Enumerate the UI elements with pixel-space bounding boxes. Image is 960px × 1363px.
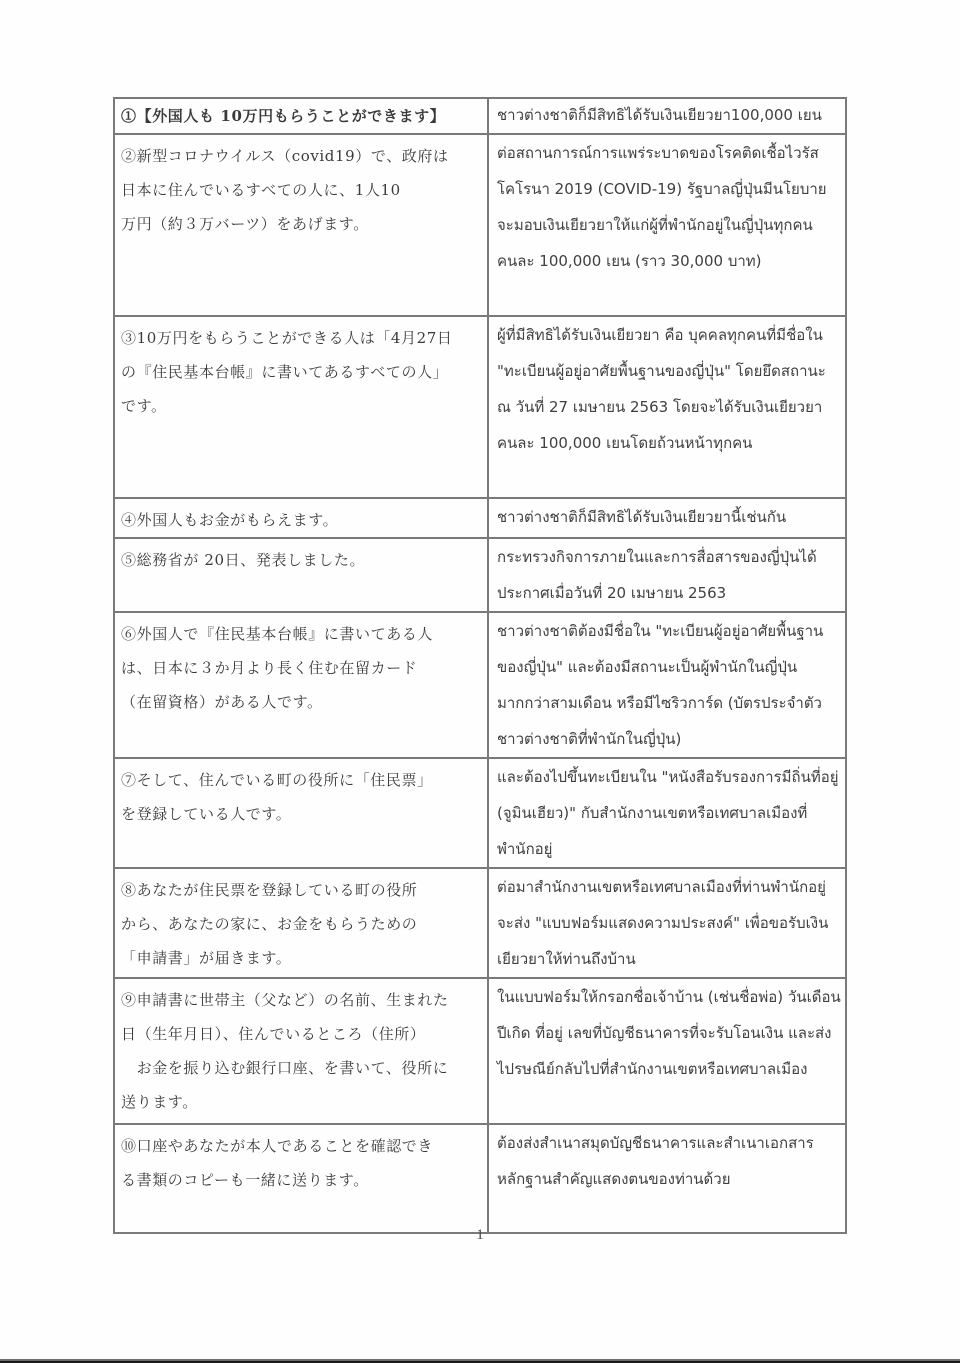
table-row xyxy=(114,98,846,134)
thai-cell: ชาวต่างชาติต้องมีชื่อใน "ทะเบียนผู้อยู่อาศัยพื้นฐานของญี่ปุ่น" และต้องมีสถานะเป็นผู้พำนักในญี่ปุ่นมากกว่าสามเดือน หรือมีไซริวการ์ด (บัตรประจำตัวชาวต่างชาติที่พำนักในญี่ปุ่น) xyxy=(488,612,846,758)
table-row xyxy=(114,978,846,1124)
japanese-line: ⑦そして、住んでいる町の役所に「住民票」 xyxy=(121,771,433,789)
japanese-line: お金を振り込む銀行口座、を書いて、役所に xyxy=(121,1059,449,1077)
thai-cell: และต้องไปขึ้นทะเบียนใน "หนังสือรับรองการมีถิ่นที่อยู่ (จูมินเฮียว)" กับสำนักงานเขตหรือเทศบาลเมืองที่พำนักอยู่ xyxy=(488,758,846,868)
japanese-line: 日本に住んでいるすべての人に、1人10 xyxy=(121,181,401,199)
japanese-line: ⑤総務省が 20日、発表しました。 xyxy=(121,551,366,569)
japanese-line: を登録している人です。 xyxy=(121,805,292,823)
thai-cell: ชาวต่างชาติก็มีสิทธิได้รับเงินเยียวยา100,000 เยน xyxy=(488,98,846,134)
thai-cell: ชาวต่างชาติก็มีสิทธิได้รับเงินเยียวยานี้เช่นกัน xyxy=(488,498,846,538)
japanese-cell xyxy=(114,98,488,134)
japanese-line: の『住民基本台帳』に書いてあるすべての人」 xyxy=(121,363,449,381)
japanese-line: ⑥外国人で『住民基本台帳』に書いてある人 xyxy=(121,625,434,643)
japanese-cell xyxy=(114,758,488,868)
japanese-line: ⑩口座やあなたが本人であることを確認でき xyxy=(121,1137,434,1155)
thai-cell: ต่อสถานการณ์การแพร่ระบาดของโรคติดเชื้อไวรัสโคโรนา 2019 (COVID-19) รัฐบาลญี่ปุ่นมีนโยบายจะมอบเงินเยียวยาให้แก่ผู้ที่พำนักอยู่ในญี่ปุ่นทุกคน คนละ 100,000 เยน (ราว 30,000 บาท) xyxy=(488,134,846,316)
page-bottom-edge xyxy=(0,1359,960,1363)
japanese-cell xyxy=(114,978,488,1124)
japanese-cell xyxy=(114,868,488,978)
thai-cell: ต้องส่งสำเนาสมุดบัญชีธนาคารและสำเนาเอกสารหลักฐานสำคัญแสดงตนของท่านด้วย xyxy=(488,1124,846,1233)
table-row xyxy=(114,758,846,868)
japanese-line: る書類のコピーも一緒に送ります。 xyxy=(121,1171,369,1189)
table-row xyxy=(114,134,846,316)
japanese-line: ②新型コロナウイルス（covid19）で、政府は xyxy=(121,147,449,165)
japanese-line: ⑨申請書に世帯主（父など）の名前、生まれた xyxy=(121,991,449,1009)
table-row xyxy=(114,612,846,758)
thai-cell: ในแบบฟอร์มให้กรอกชื่อเจ้าบ้าน (เช่นชื่อพ่อ) วันเดือนปีเกิด ที่อยู่ เลขที่บัญชีธนาคารที่จะรับโอนเงิน และส่งไปรษณีย์กลับไปที่สำนักงานเขตหรือเทศบาลเมือง xyxy=(488,978,846,1124)
japanese-cell xyxy=(114,134,488,316)
japanese-line: 万円（約３万バーツ）をあげます。 xyxy=(121,215,369,233)
thai-cell: ผู้ที่มีสิทธิได้รับเงินเยียวยา คือ บุคคลทุกคนที่มีชื่อใน "ทะเบียนผู้อยู่อาศัยพื้นฐานของญี่ปุ่น" โดยยึดสถานะ ณ วันที่ 27 เมษายน 2563 โดยจะได้รับเงินเยียวยาคนละ 100,000 เยนโดยถ้วนหน้าทุกคน xyxy=(488,316,846,498)
japanese-line: から、あなたの家に、お金をもらうための xyxy=(121,915,418,933)
japanese-line: ③10万円をもらうことができる人は「4月27日 xyxy=(121,329,453,347)
japanese-line: 日（生年月日）、住んでいるところ（住所） xyxy=(121,1025,426,1043)
table-row xyxy=(114,868,846,978)
japanese-line: ⑧あなたが住民票を登録している町の役所 xyxy=(121,881,418,899)
japanese-cell xyxy=(114,538,488,612)
japanese-cell xyxy=(114,498,488,538)
japanese-line: ①【外国人も 10万円もらうことができます】 xyxy=(121,107,446,125)
table-row xyxy=(114,498,846,538)
japanese-line: です。 xyxy=(121,397,167,415)
table-row xyxy=(114,538,846,612)
japanese-cell xyxy=(114,316,488,498)
japanese-cell xyxy=(114,612,488,758)
japanese-line: （在留資格）がある人です。 xyxy=(121,693,323,711)
japanese-line: ④外国人もお金がもらえます。 xyxy=(121,511,339,529)
japanese-line: 送ります。 xyxy=(121,1093,198,1111)
japanese-line: 「申請書」が届きます。 xyxy=(121,949,292,967)
thai-cell: กระทรวงกิจการภายในและการสื่อสารของญี่ปุ่นได้ประกาศเมื่อวันที่ 20 เมษายน 2563 xyxy=(488,538,846,612)
japanese-cell xyxy=(114,1124,488,1233)
thai-cell: ต่อมาสำนักงานเขตหรือเทศบาลเมืองที่ท่านพำนักอยู่จะส่ง "แบบฟอร์มแสดงความประสงค์" เพื่อขอรับเงินเยียวยาให้ท่านถึงบ้าน xyxy=(488,868,846,978)
page-number: 1 xyxy=(476,1227,484,1243)
bilingual-table xyxy=(113,97,847,1234)
table-row xyxy=(114,316,846,498)
table-row xyxy=(114,1124,846,1233)
japanese-line: は、日本に３か月より長く住む在留カード xyxy=(121,659,418,677)
